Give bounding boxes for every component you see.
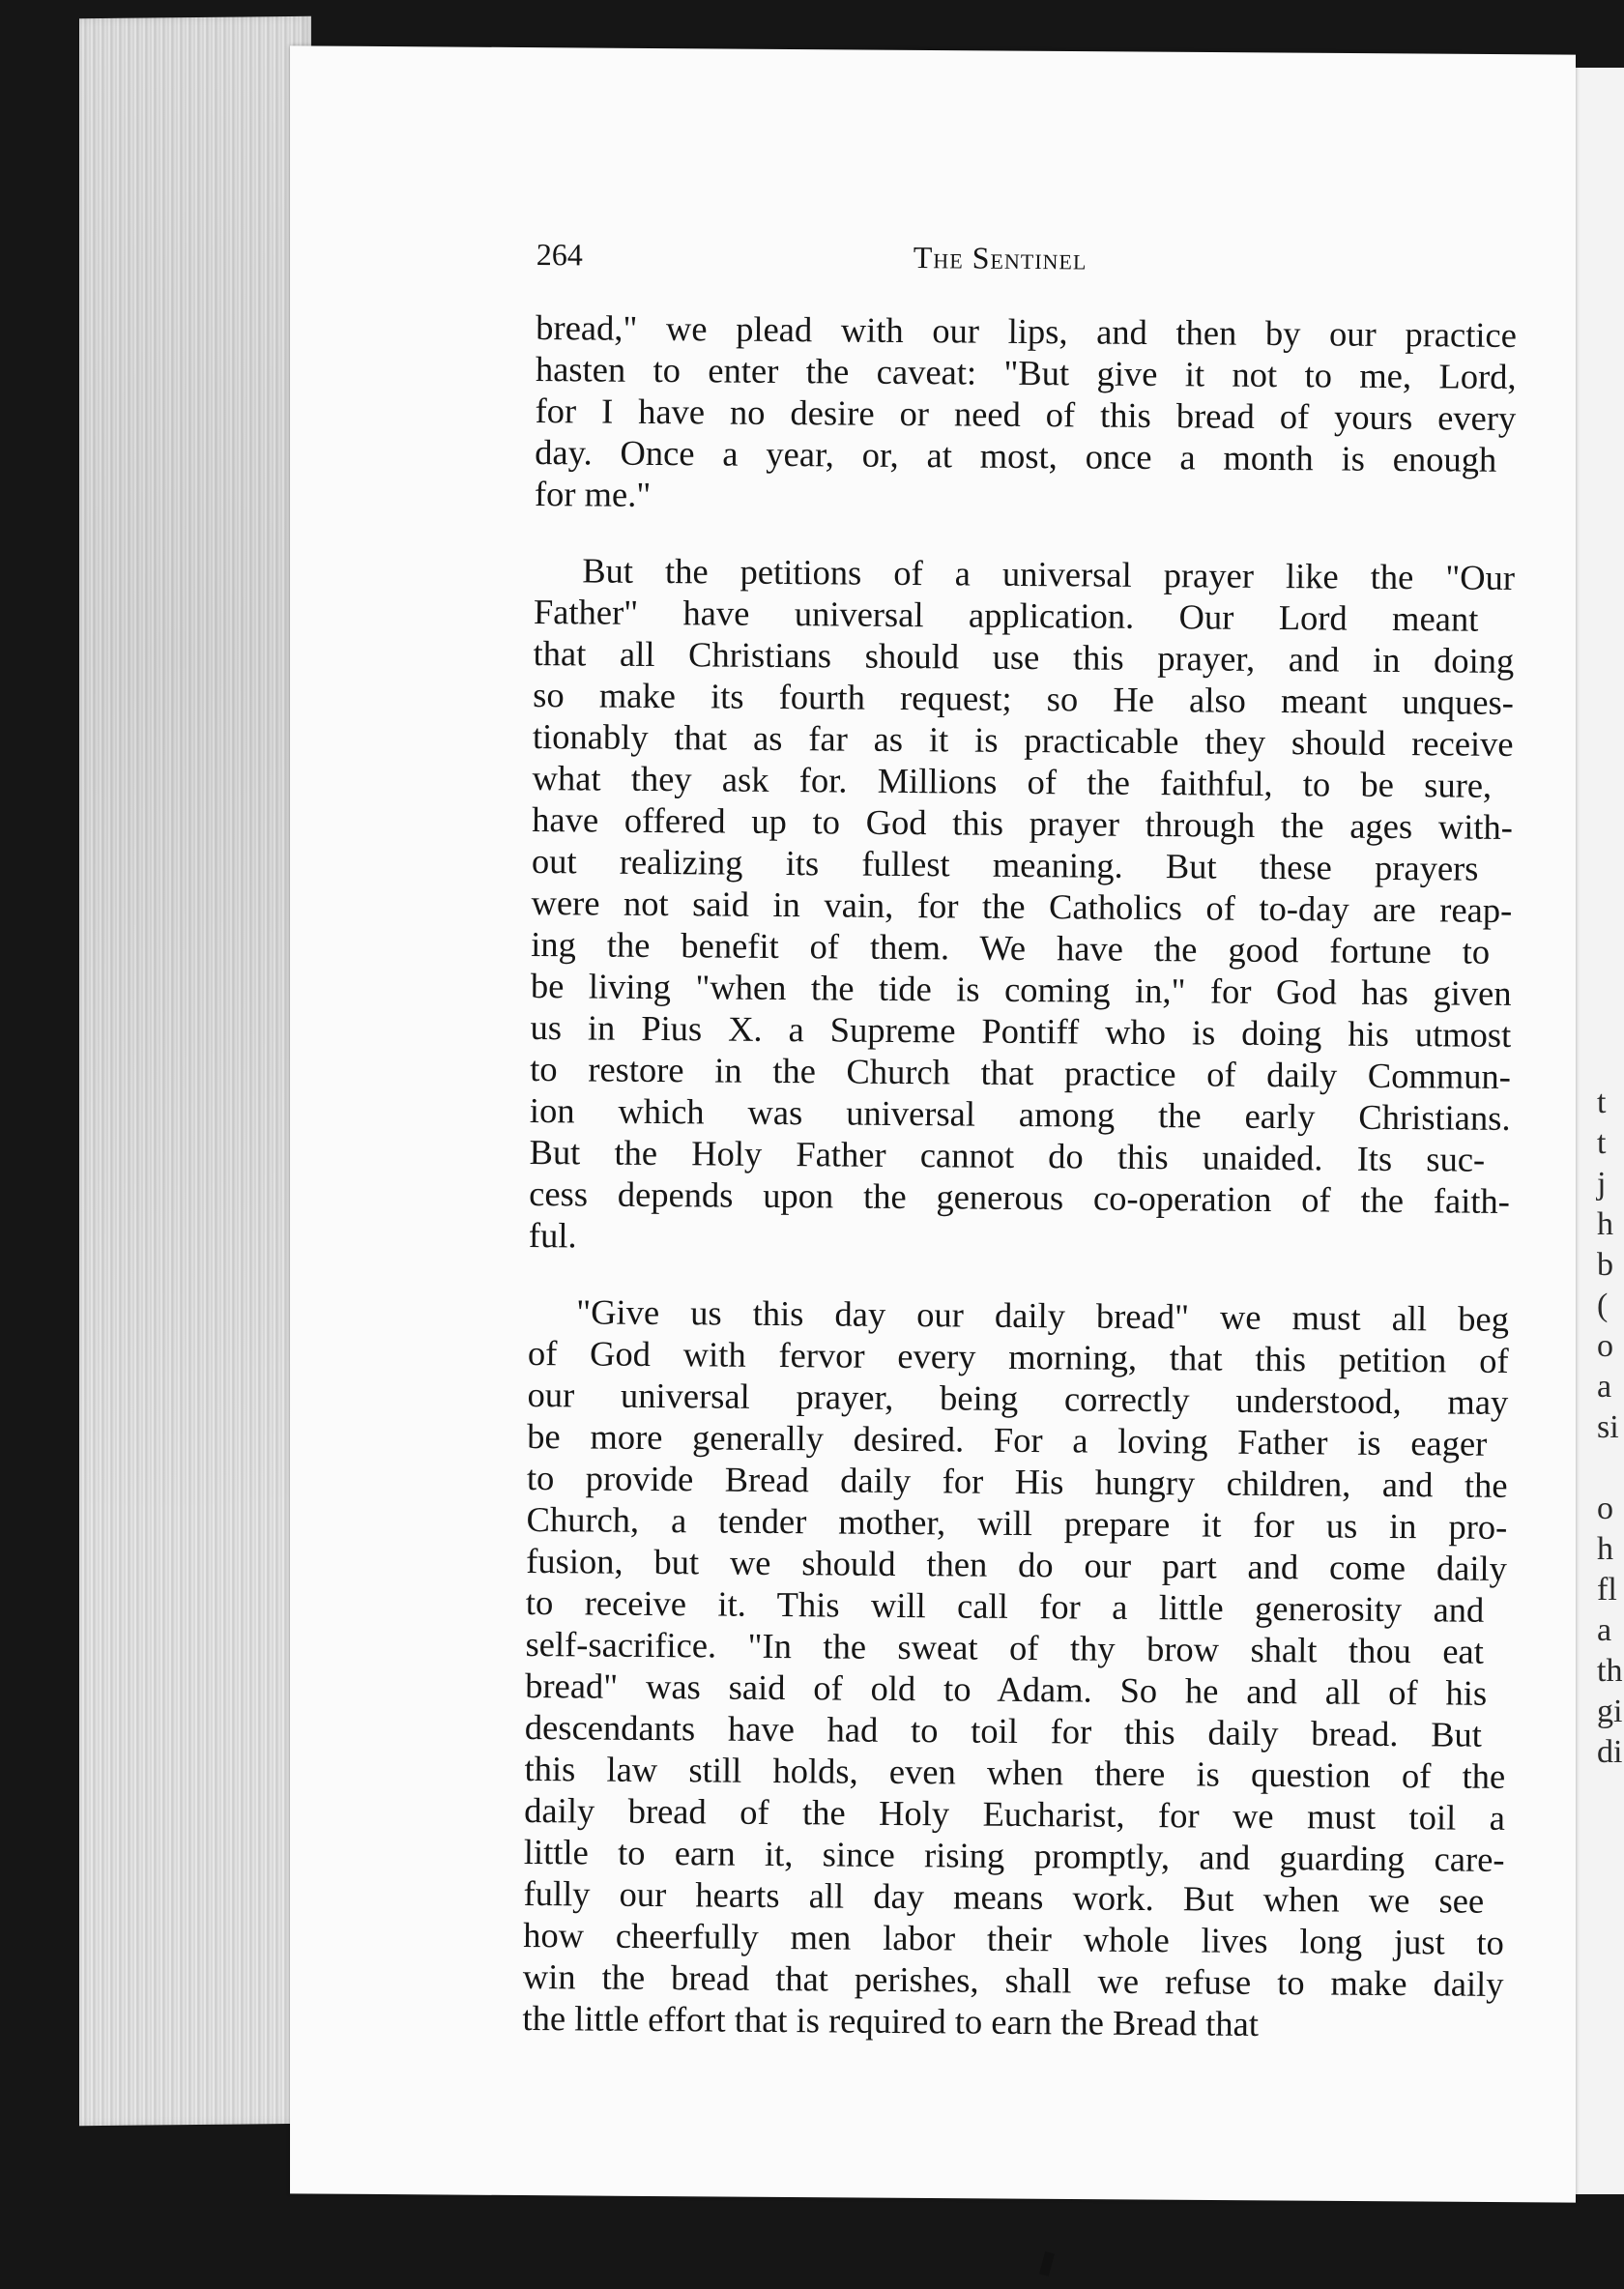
text-line: were not said in vain, for the Catholics of to-day are reap-: [531, 882, 1513, 930]
text-line: to receive it. This will call for a little generosity and: [525, 1581, 1485, 1630]
adjacent-page-fragment: [1597, 1448, 1622, 1489]
text-line: have offered up to God this prayer through the ages with-: [532, 798, 1514, 847]
text-line: "Give us this day our daily bread" we must all beg: [576, 1291, 1510, 1339]
text-line: fully our hearts all day means work. But when we see: [523, 1872, 1485, 1921]
text-line: to restore in the Church that practice of daily Commun-: [530, 1048, 1512, 1096]
adjacent-page-fragment: (: [1597, 1288, 1609, 1323]
text-line: hasten to enter the caveat: "But give it not to me, Lord,: [535, 348, 1517, 396]
paragraph: [522, 1290, 1509, 2046]
text-line: ing the benefit of them. We have the good fortune to: [531, 923, 1491, 971]
paragraph: [529, 549, 1516, 1263]
body-text: [522, 306, 1517, 2046]
text-line: day. Once a year, or, at most, once a month is enough: [535, 431, 1497, 479]
adjacent-page-fragment: gi: [1597, 1694, 1623, 1729]
adjacent-page-fragment: a: [1597, 1369, 1612, 1405]
text-line: so make its fourth request; so He also meant unques-: [533, 674, 1515, 722]
text-line: of God with fervor every morning, that this petition of: [527, 1332, 1509, 1380]
text-line: that all Christians should use this prayer, and in doing: [533, 632, 1515, 681]
text-line: win the bread that perishes, shall we refuse to make daily: [522, 1956, 1504, 2004]
text-line: fusion, but we should then do our part and come daily: [526, 1540, 1508, 1588]
page-number: 264: [536, 237, 583, 273]
text-line: Church, a tender mother, will prepare it for us in pro-: [526, 1498, 1508, 1547]
paragraph: [535, 306, 1518, 522]
text-line: bread," we plead with our lips, and then by our practice: [536, 306, 1518, 355]
text-line: for I have no desire or need of this bread of yours every: [535, 390, 1517, 438]
adjacent-page-fragment: di: [1597, 1734, 1623, 1770]
book-page-edges: [79, 16, 311, 2127]
running-title: The Sentinel: [913, 240, 1088, 276]
text-line: little to earn it, since rising promptly, and guarding care-: [523, 1831, 1505, 1879]
text-line: for me.": [534, 473, 652, 514]
text-line: our universal prayer, being correctly understood, may: [527, 1374, 1509, 1422]
adjacent-page-fragment: t: [1597, 1125, 1607, 1161]
text-line: daily bread of the Holy Eucharist, for we must toil a: [524, 1789, 1506, 1838]
text-line: ion which was universal among the early Christians.: [529, 1089, 1511, 1138]
text-line: be living "when the tide is coming in," for God has given: [530, 965, 1512, 1013]
text-line: ful.: [528, 1214, 577, 1256]
adjacent-page-fragment: j: [1597, 1166, 1607, 1202]
text-line: cess depends upon the generous co-operation of the faith-: [529, 1173, 1511, 1221]
adjacent-page-text-fragments: [1597, 1083, 1622, 1773]
adjacent-page-fragment: o: [1597, 1328, 1613, 1364]
adjacent-page-fragment: h: [1597, 1206, 1613, 1242]
adjacent-page-fragment: b: [1597, 1247, 1613, 1283]
text-line: self-sacrifice. "In the sweat of thy brow shalt thou eat: [525, 1623, 1485, 1671]
text-line: tionably that as far as it is practicable they should receive: [532, 715, 1514, 764]
adjacent-page-fragment: si: [1597, 1409, 1619, 1445]
adjacent-page-fragment: o: [1597, 1491, 1613, 1526]
text-line: how cheerfully men labor their whole lives long just to: [523, 1914, 1505, 1962]
adjacent-page-fragment: fl: [1597, 1572, 1617, 1608]
text-line: the little effort that is required to earn the Bread that: [522, 1997, 1260, 2043]
scan-speck: [1039, 2251, 1055, 2276]
running-head: [536, 237, 1518, 293]
adjacent-page-fragment: a: [1597, 1612, 1612, 1648]
text-line: be more generally desired. For a loving Father is eager: [527, 1415, 1488, 1463]
text-line: bread" was said of old to Adam. So he and all of his: [525, 1665, 1488, 1713]
text-line: But the Holy Father cannot do this unaided. Its suc-: [529, 1131, 1486, 1179]
adjacent-page-fragment: t: [1597, 1085, 1607, 1120]
text-line: But the petitions of a universal prayer like the "Our: [582, 550, 1516, 597]
adjacent-page-fragment: th: [1597, 1653, 1623, 1689]
adjacent-page-fragment: h: [1597, 1531, 1613, 1567]
text-line: descendants have had to toil for this daily bread. But: [524, 1706, 1483, 1754]
text-line: this law still holds, even when there is question of the: [524, 1748, 1506, 1796]
text-line: us in Pius X. a Supreme Pontiff who is doing his utmost: [530, 1006, 1512, 1055]
text-line: to provide Bread daily for His hungry children, and the: [526, 1457, 1508, 1505]
text-line: Father" have universal application. Our Lord meant: [533, 591, 1479, 639]
text-line: out realizing its fullest meaning. But these prayers: [531, 840, 1479, 888]
text-line: what they ask for. Millions of the faithful, to be sure,: [532, 757, 1493, 805]
page-text-block: [522, 237, 1518, 2081]
